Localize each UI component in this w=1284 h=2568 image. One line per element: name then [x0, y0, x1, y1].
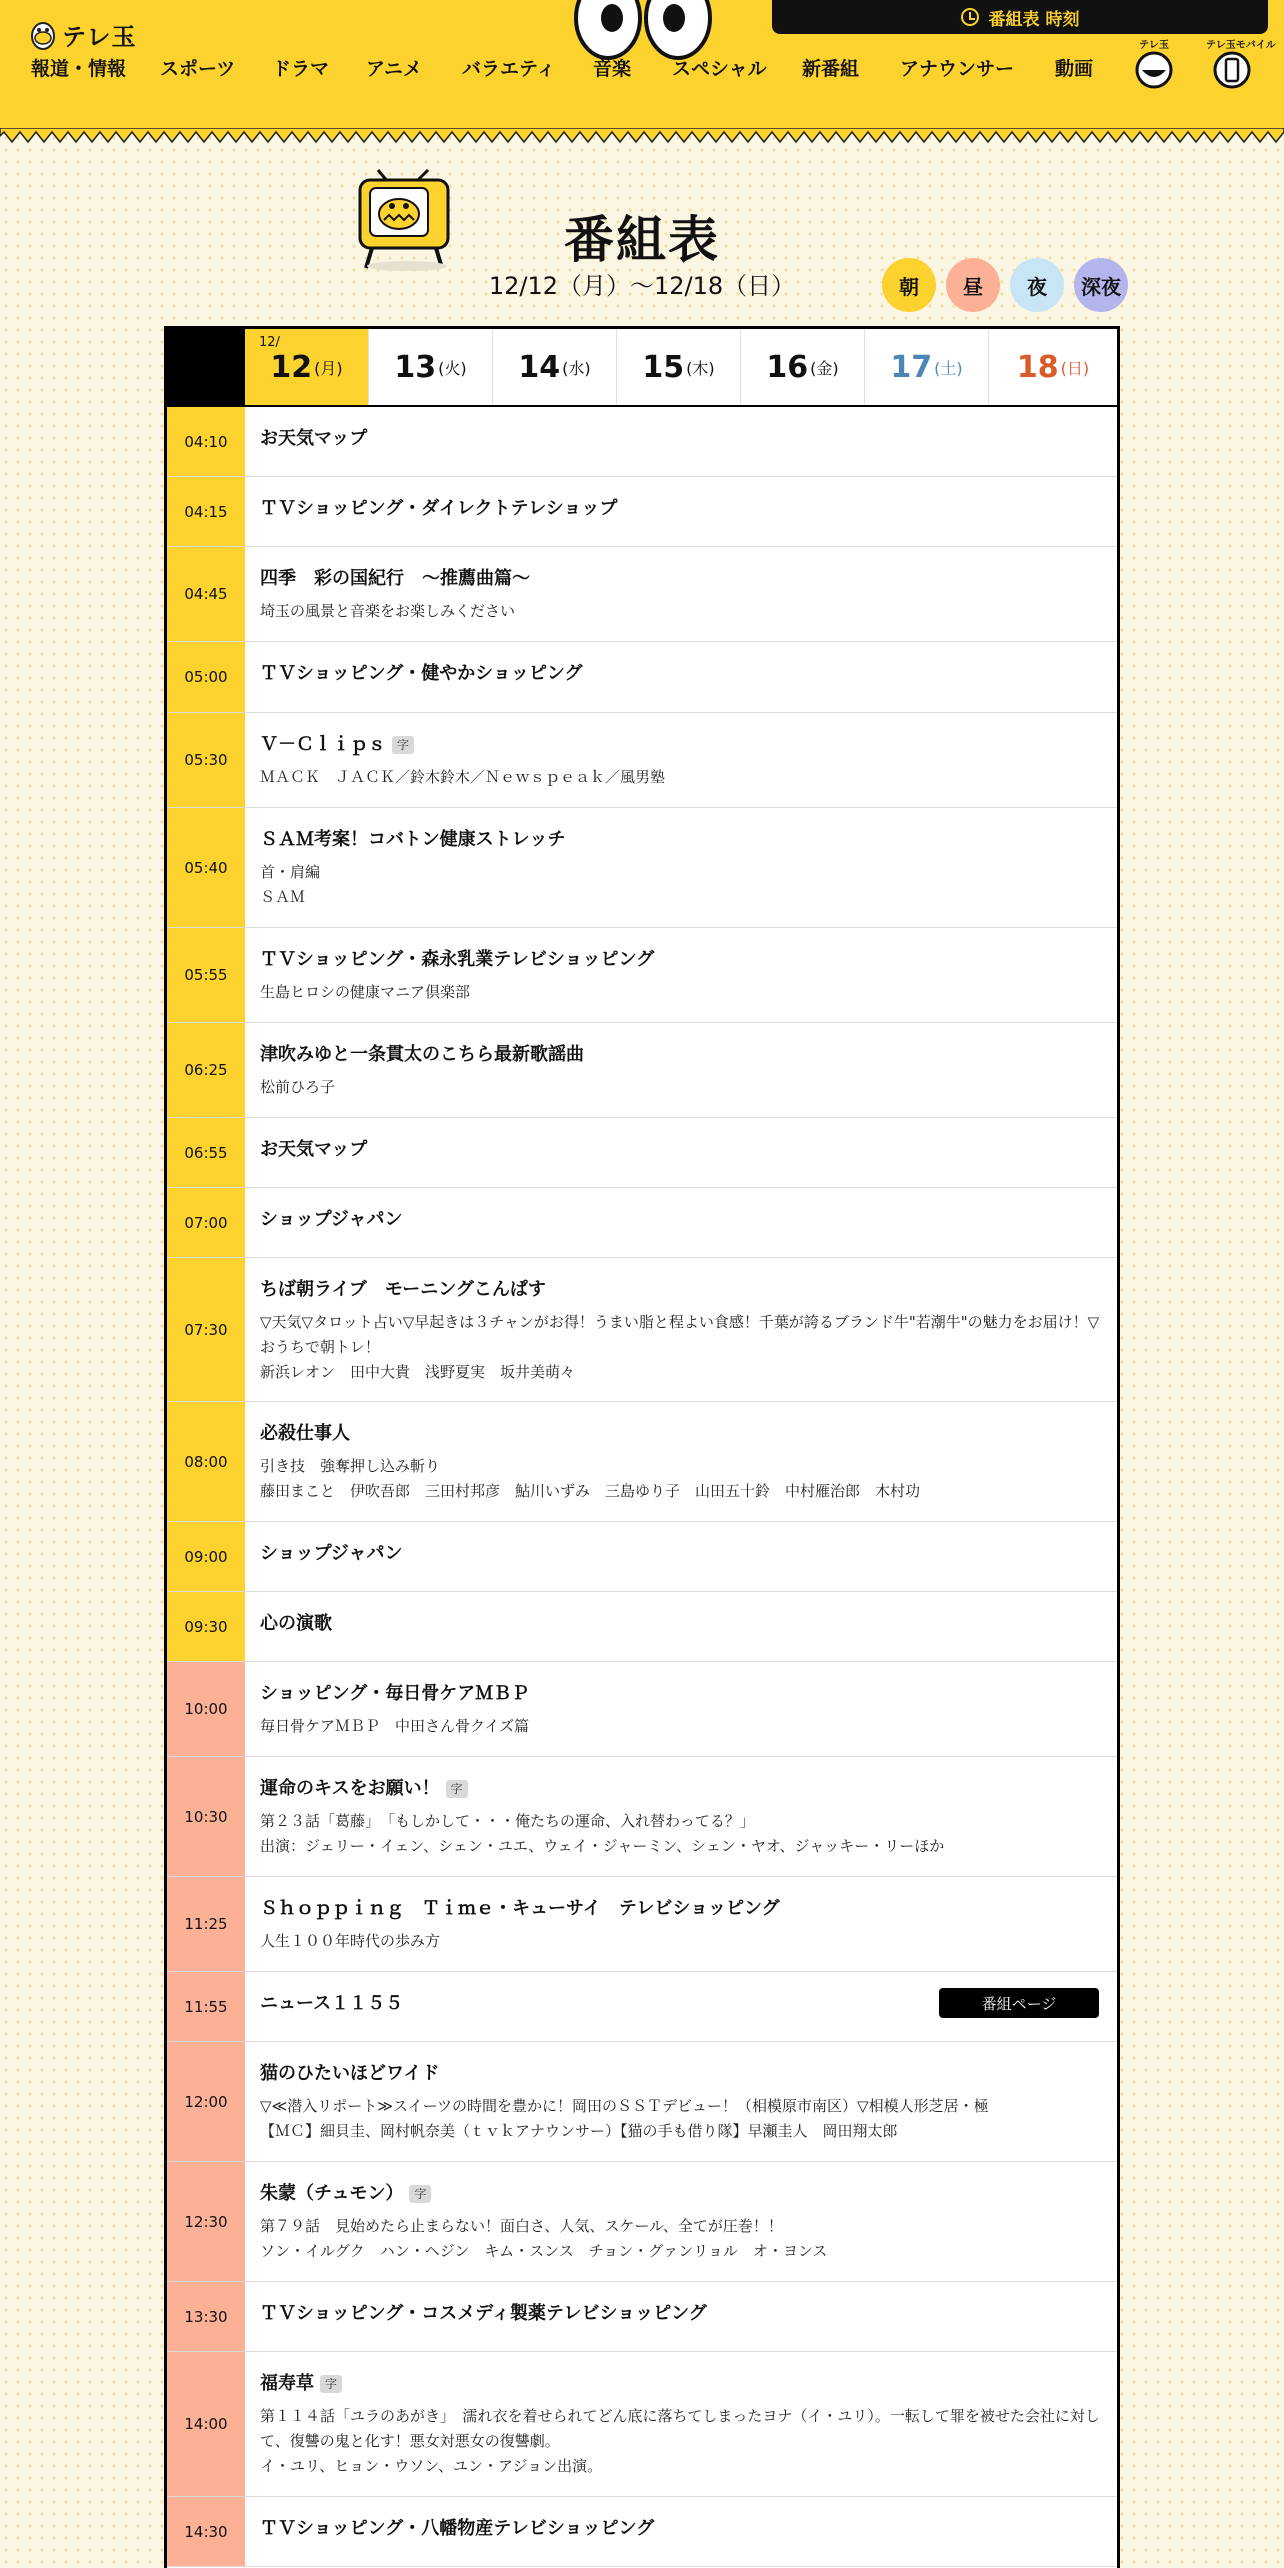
program-time: 10:30 [167, 1757, 245, 1876]
program-body [245, 928, 1117, 1005]
program-description: 松前ひろ子 [260, 1078, 336, 1096]
program-title-text: ショップジャパン [260, 1209, 403, 1230]
program-title[interactable] [260, 427, 1101, 451]
program-body [245, 2497, 1117, 2541]
main-nav [0, 54, 1284, 84]
date-tab-weekday: (火) [438, 358, 467, 378]
program-title[interactable] [260, 2062, 1101, 2086]
program-row[interactable] [167, 407, 1117, 477]
program-description: 埼玉の風景と音楽をお楽しみください [260, 602, 516, 620]
nav-special[interactable]: スペシャル [672, 58, 767, 80]
date-tab-weekday: (水) [562, 358, 591, 378]
program-row[interactable] [167, 1118, 1117, 1188]
nav-drama[interactable]: ドラマ [272, 58, 330, 80]
nav-news[interactable]: 報道・情報 [31, 58, 127, 80]
program-description: ▽天気▽タロット占い▽早起きは３チャンがお得！うまい脂と程よい食感！千葉が誇るブランド牛"若潮牛"の魅力をお届け！▽おうちで朝トレ！ 新浜レオン 田中大貴 浅野夏実 坂井美萌々 [260, 1313, 1100, 1381]
site-header [0, 0, 1284, 150]
program-time: 08:00 [167, 1402, 245, 1521]
program-title[interactable] [260, 662, 1101, 686]
page-title: 番組表 [564, 211, 720, 269]
program-row[interactable] [167, 1188, 1117, 1258]
program-title-text: 猫のひたいほどワイド [260, 2063, 440, 2084]
program-row[interactable] [167, 2282, 1117, 2352]
program-row[interactable] [167, 1522, 1117, 1592]
program-body [245, 1877, 1117, 1954]
date-tab-17[interactable] [865, 329, 989, 405]
program-row[interactable] [167, 642, 1117, 713]
mascot-logo-icon [30, 18, 56, 50]
program-body [245, 2042, 1117, 2144]
date-row-corner [167, 329, 245, 405]
program-row[interactable] [167, 547, 1117, 642]
program-time: 07:30 [167, 1258, 245, 1401]
program-time: 11:55 [167, 1972, 245, 2041]
program-title[interactable] [260, 567, 1101, 591]
program-body [245, 1188, 1117, 1232]
site-logo[interactable] [30, 14, 137, 54]
program-time: 09:30 [167, 1592, 245, 1661]
program-body [245, 1757, 1117, 1859]
program-time: 05:40 [167, 808, 245, 927]
program-body [245, 1522, 1117, 1566]
program-title[interactable] [260, 497, 1101, 521]
date-tab-num: 17 [890, 349, 933, 385]
program-time: 10:00 [167, 1662, 245, 1756]
zigzag-border [0, 128, 1284, 150]
date-tab-num: 16 [766, 349, 809, 385]
program-body [245, 477, 1117, 521]
nav-new-programs[interactable]: 新番組 [802, 58, 860, 80]
program-body [245, 1402, 1117, 1504]
program-title-text: ＴＶショッピング・コスメディ製薬テレビショッピング [260, 2303, 707, 2324]
date-tab-15[interactable] [617, 329, 741, 405]
date-tab-num: 13 [394, 349, 437, 385]
program-row[interactable] [167, 2497, 1117, 2567]
program-description: 首・肩編 ＳＡＭ [260, 863, 321, 906]
program-title[interactable] [260, 1138, 1101, 1162]
subtitle-badge: 字 [320, 2375, 342, 2393]
program-title[interactable] [260, 1043, 1101, 1067]
program-title-text: ＴＶショッピング・八幡物産テレビショッピング [260, 2518, 655, 2539]
logo-text: テレ玉 [62, 22, 137, 51]
program-title-text: 四季 彩の国紀行 ～推薦曲篇～ [260, 568, 530, 589]
program-time: 05:55 [167, 928, 245, 1022]
tv-mascot-icon [352, 168, 462, 272]
date-tab-13[interactable] [369, 329, 493, 405]
date-tab-month: 12/ [259, 335, 280, 350]
program-row[interactable] [167, 1757, 1117, 1877]
program-row[interactable] [167, 1402, 1117, 1522]
program-body [245, 2352, 1117, 2479]
program-row[interactable] [167, 928, 1117, 1023]
program-row[interactable] [167, 1023, 1117, 1118]
program-title[interactable] [260, 1422, 1101, 1446]
program-title[interactable] [260, 2302, 1101, 2326]
program-description: 引き技 強奪押し込み斬り 藤田まこと 伊吹吾郎 三田村邦彦 鮎川いずみ 三島ゆり子 山田五十鈴 中村雁治郎 木村功 [260, 1457, 921, 1500]
program-row[interactable] [167, 1258, 1117, 1402]
program-title[interactable] [260, 948, 1101, 972]
program-time: 09:00 [167, 1522, 245, 1591]
date-tab-16[interactable] [741, 329, 865, 405]
program-description: 人生１００年時代の歩み方 [260, 1932, 441, 1950]
date-tab-num: 18 [1016, 349, 1059, 385]
program-title-text: ちば朝ライブ モーニングこんぱす [260, 1279, 546, 1300]
program-title-text: ＴＶショッピング・健やかショッピング [260, 663, 583, 684]
program-time: 07:00 [167, 1188, 245, 1257]
program-body [245, 547, 1117, 624]
program-row[interactable] [167, 2042, 1117, 2162]
tod-daytime-button[interactable]: 昼 [946, 258, 1000, 312]
program-body [245, 2162, 1117, 2264]
program-title-text: ＴＶショッピング・森永乳業テレビショッピング [260, 949, 655, 970]
nav-anime[interactable]: アニメ [366, 58, 423, 80]
program-row[interactable] [167, 1592, 1117, 1662]
date-tab-weekday: (日) [1060, 358, 1090, 378]
mobile-icon-caption: テレ玉モバイル [1206, 40, 1276, 51]
program-row[interactable] [167, 1877, 1117, 1972]
program-title-text: 運命のキスをお願い！ [260, 1778, 440, 1799]
program-time: 06:25 [167, 1023, 245, 1117]
program-title-text: ＳＡＭ考案！コバトン健康ストレッチ [260, 829, 566, 850]
program-description: 第７９話 見始めたら止まらない！面白さ、人気、スケール、全てが圧巻！！ ソン・イルグク ハン・ヘジン キム・スンス チョン・グァンリョル オ・ヨンス [260, 2217, 828, 2260]
program-title[interactable] [260, 1777, 1101, 1801]
program-title-text: ＴＶショッピング・ダイレクトテレショップ [260, 498, 618, 519]
program-body [245, 1592, 1117, 1636]
program-title-text: 心の演歌 [260, 1613, 332, 1634]
date-tab-weekday: (金) [810, 358, 839, 378]
program-body [245, 2282, 1117, 2326]
program-description: ▽≪潜入リポート≫スイーツの時間を豊かに！岡田のＳＳＴデビュー！（相模原市南区）▽相模人形芝居・極 【ＭＣ】細貝圭、岡村帆奈美（ｔｖｋアナウンサー）【猫の手も借り隊】早瀬圭人 岡田翔太郎 [260, 2097, 989, 2140]
program-title[interactable] [260, 1208, 1101, 1232]
program-title[interactable] [260, 1542, 1101, 1566]
program-time: 11:25 [167, 1877, 245, 1971]
program-row[interactable] [167, 713, 1117, 808]
date-tab-weekday: (土) [934, 358, 963, 378]
program-row[interactable] [167, 2352, 1117, 2497]
program-title-text: お天気マップ [260, 1139, 368, 1160]
nav-video[interactable]: 動画 [1055, 58, 1094, 80]
subtitle-badge: 字 [446, 1780, 468, 1798]
subtitle-badge: 字 [392, 736, 414, 754]
date-tab-num: 14 [518, 349, 561, 385]
program-title[interactable] [260, 1278, 1101, 1302]
program-title[interactable] [260, 828, 1101, 852]
tele-tama-mobile-icon[interactable] [1206, 40, 1276, 92]
subtitle-badge: 字 [409, 2185, 431, 2203]
program-body [245, 1023, 1117, 1100]
time-of-day-selector [882, 258, 1128, 312]
date-tab-12[interactable] [245, 329, 369, 405]
nav-announcer[interactable]: アナウンサー [900, 58, 1015, 80]
program-row[interactable] [167, 2162, 1117, 2282]
program-time: 06:55 [167, 1118, 245, 1187]
program-body [245, 1662, 1117, 1739]
program-time: 13:30 [167, 2282, 245, 2351]
program-description: 第２３話「葛藤」 「もしかして・・・俺たちの運命、入れ替わってる？」 出演：ジェリー・イェン、シェン・ユエ、ウェイ・ジャーミン、シェン・ヤオ、ジャッキー・リーほか [260, 1812, 945, 1855]
date-tab-num: 15 [642, 349, 685, 385]
program-row[interactable] [167, 1972, 1117, 2042]
program-description: 毎日骨ケアＭＢＰ 中田さん骨クイズ篇 [260, 1717, 530, 1735]
date-tab-weekday: (木) [686, 358, 715, 378]
program-title-text: Ｖ－Ｃｌｉｐｓ [260, 734, 386, 755]
program-row[interactable] [167, 477, 1117, 547]
program-time: 04:10 [167, 407, 245, 476]
program-title-text: お天気マップ [260, 428, 368, 449]
program-title[interactable] [260, 733, 1101, 757]
program-title-text: ショップジャパン [260, 1543, 403, 1564]
program-time: 04:15 [167, 477, 245, 546]
tod-night-button[interactable]: 夜 [1010, 258, 1064, 312]
program-time: 04:45 [167, 547, 245, 641]
program-time: 05:00 [167, 642, 245, 712]
program-body [245, 642, 1117, 686]
program-row[interactable] [167, 808, 1117, 928]
program-title-text: ニュース１１５５ [260, 1993, 404, 2014]
program-title[interactable] [260, 2517, 1101, 2541]
date-tab-14[interactable] [493, 329, 617, 405]
program-description: ＭＡＣＫ ＪＡＣＫ／鈴木鈴木／Ｎｅｗｓｐｅａｋ／風男塾 [260, 768, 666, 786]
tele-tama-app-icon[interactable] [1128, 40, 1180, 92]
nav-music[interactable]: 音楽 [593, 58, 632, 80]
program-body [245, 1118, 1117, 1162]
app-icon-caption: テレ玉 [1139, 40, 1169, 51]
program-body [245, 407, 1117, 451]
tod-morning-button[interactable]: 朝 [882, 258, 936, 312]
clock-label: 番組表 時刻 [988, 9, 1080, 30]
program-title[interactable] [260, 2182, 1101, 2206]
program-title-text: 朱蒙（チュモン） [260, 2183, 404, 2204]
program-title[interactable] [260, 1612, 1101, 1636]
program-page-button[interactable]: 番組ページ [939, 1988, 1099, 2018]
program-description: 生島ヒロシの健康マニア倶楽部 [260, 983, 471, 1001]
program-body [245, 808, 1117, 910]
date-tab-num: 12 [270, 349, 313, 385]
program-title-text: Ｓｈｏｐｐｉｎｇ Ｔｉｍｅ・キューサイ テレビショッピング [260, 1898, 780, 1919]
program-description: 第１１４話「ユラのあがき」 濡れ衣を着せられてどん底に落ちてしまったヨナ（イ・ユリ）。一転して罪を被せた会社に対して、復讐の鬼と化す！悪女対悪女の復讐劇。 イ・ユリ、ヒョン・ウソン、ユン・アジョン出演。 [260, 2407, 1100, 2475]
program-time: 14:30 [167, 2497, 245, 2566]
program-time: 12:00 [167, 2042, 245, 2161]
date-tab-18[interactable] [989, 329, 1117, 405]
program-title[interactable] [260, 2372, 1101, 2396]
program-title[interactable] [260, 1682, 1101, 1706]
program-time: 12:30 [167, 2162, 245, 2281]
program-row[interactable] [167, 1662, 1117, 1757]
program-clock-bar[interactable] [772, 0, 1268, 34]
date-range: 12/12（月）〜12/18（日） [488, 272, 796, 300]
tod-late-night-button[interactable]: 深夜 [1074, 258, 1128, 312]
nav-variety[interactable]: バラエティ [462, 58, 556, 80]
nav-sports[interactable]: スポーツ [160, 58, 236, 80]
program-body [245, 1258, 1117, 1385]
program-time: 05:30 [167, 713, 245, 807]
program-title-text: 福寿草 [260, 2373, 314, 2394]
clock-icon [961, 8, 979, 26]
program-time: 14:00 [167, 2352, 245, 2496]
date-tab-weekday: (月) [314, 358, 343, 378]
program-title-text: 津吹みゆと一条貫太のこちら最新歌謡曲 [260, 1044, 584, 1065]
program-schedule [164, 326, 1120, 2568]
program-title-text: 必殺仕事人 [260, 1423, 350, 1444]
program-body [245, 713, 1117, 790]
program-title-text: ショッピング・毎日骨ケアＭＢＰ [260, 1683, 530, 1704]
date-tabs [167, 329, 1117, 407]
program-title[interactable] [260, 1897, 1101, 1921]
